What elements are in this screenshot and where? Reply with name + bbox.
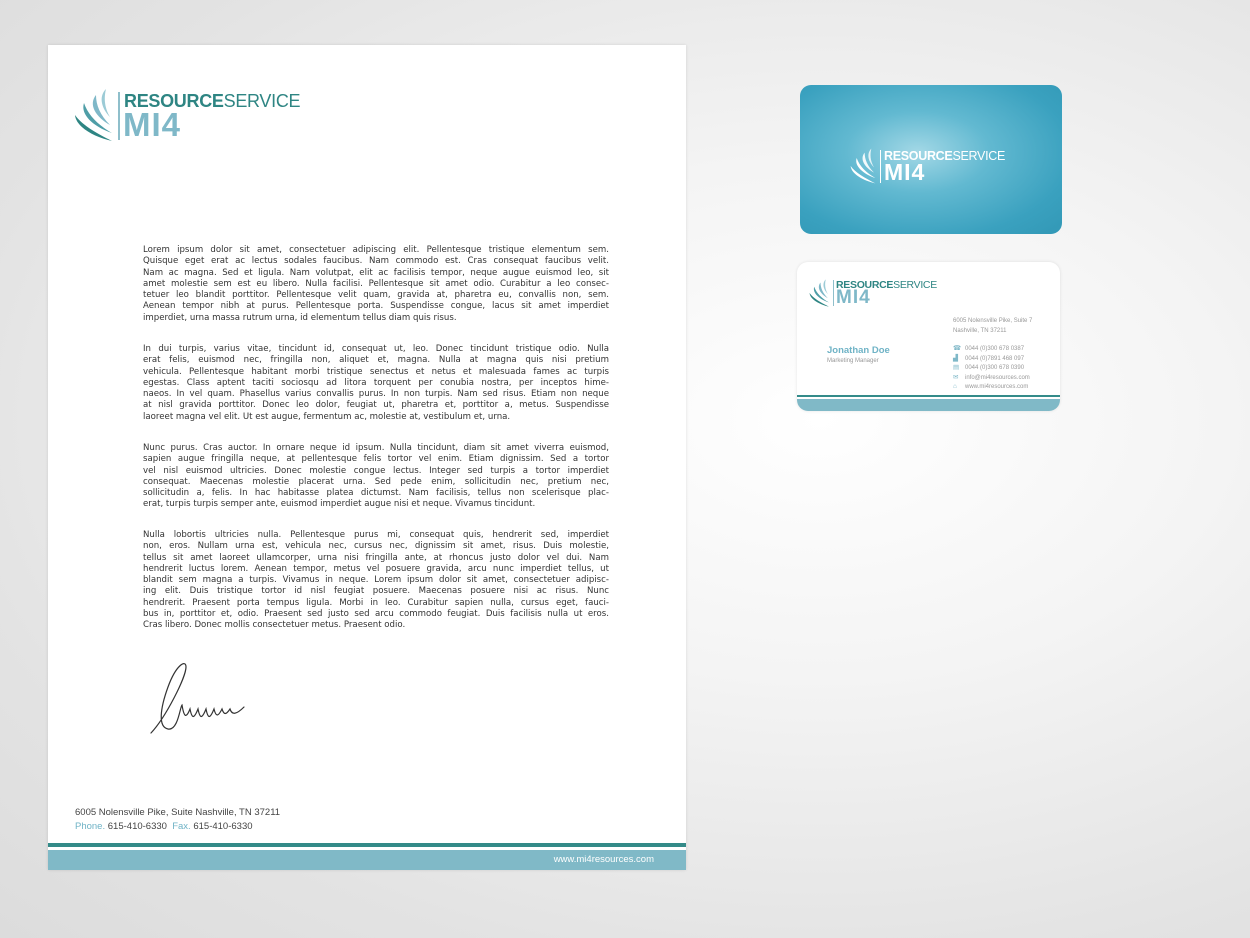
logo-wordmark: RESOURCESERVICE xyxy=(124,91,301,111)
text-line: amet molestie sem est eu libero. Nulla facilisi. Pellentesque sit amet odio. Curabitur a leo consec- xyxy=(143,278,609,289)
letter-footer-address: 6005 Nolensville Pike, Suite Nashville, TN 37211 xyxy=(75,807,281,818)
leaf-logo-icon xyxy=(809,278,831,308)
text-line: blandit sem magna a turpis. Vivamus in neque. Lorem ipsum dolor sit amet, consectetuer adipisc- xyxy=(143,575,609,586)
text-line: In dui turpis, varius vitae, tincidunt id, consequat ut, leo. Donec tincidunt tristique odio. Nulla xyxy=(143,344,609,354)
text-line: sapien augue fringilla neque, at pellentesque felis tortor vel enim. Etiam dignissim. Sed a tortor xyxy=(143,454,609,465)
signature xyxy=(146,657,266,737)
card-address-line1: 6005 Nolensville Pike, Suite 7 xyxy=(953,318,1033,324)
text-line: Nulla lobortis ultricies nulla. Pellentesque purus mi, consequat quis, hendrerit sed, imperdiet xyxy=(143,530,609,540)
leaf-logo-icon xyxy=(74,87,116,143)
contact-text: 0044 (0)300 678 0390 xyxy=(965,365,1025,372)
card-band-light xyxy=(797,399,1060,411)
logo-mi4: MI4 xyxy=(123,106,182,143)
contact-row xyxy=(953,382,1030,392)
letterhead-logo xyxy=(74,87,324,143)
logo-mi4: MI4 xyxy=(836,287,871,308)
home-icon: ⌂ xyxy=(953,383,957,391)
text-line: Lorem ipsum dolor sit amet, consectetuer adipiscing elit. Pellentesque tristique elementum sem. xyxy=(143,245,609,255)
text-line: vel nisl euismod ultricies. Donec molestie congue lectus. Integer sed turpis a tortor imperdiet xyxy=(143,465,609,476)
letter-paragraph xyxy=(143,344,609,423)
leaf-logo-icon xyxy=(850,147,878,185)
text-line: imperdiet, urna massa rutrum urna, id elementum tellus diam quis risus. xyxy=(143,312,457,323)
text-line: Aenean tempor nibh at purus. Pellentesque porta. Suspendisse congue, lacus sit amet imperdiet xyxy=(143,301,609,312)
text-line: Quisque eget erat ac lectus sodales faucibus. Nam commodo est. Cras consequat faucibus velit. xyxy=(143,256,609,267)
contact-row xyxy=(953,344,1030,354)
text-line: erat felis, euismod nec, fringilla non, aliquet et, magna. Nulla at magna quis nisi pretium xyxy=(143,355,609,366)
contact-row xyxy=(953,354,1030,364)
text-line: naeos. In vel quam. Phasellus varius convallis purus. In non turpis. Nam sed risus. Etiam non neque xyxy=(143,389,609,400)
text-line: hendrerit luctus lorem. Aenean tempor, metus vel posuere gravida, arcu nunc imperdiet tellus, ut xyxy=(143,563,609,574)
text-line: at nisl gravida porttitor. Donec leo dolor, feugiat ut, pharetra et, porttitor a, metus. Suspendisse xyxy=(143,400,609,411)
letter-paragraph xyxy=(143,245,609,324)
text-line: egestas. Class aptent taciti sociosqu ad litora torquent per conubia nostra, per inceptos hime- xyxy=(143,377,609,388)
letterhead-page xyxy=(48,45,686,870)
text-line: Nam ac magna. Sed et ligula. Nam volutpat, elit ac facilisis tempor, neque augue euismod leo, sit xyxy=(143,267,609,278)
contact-row xyxy=(953,363,1030,373)
letter-paragraph xyxy=(143,443,609,511)
logo-wordmark: RESOURCESERVICE xyxy=(884,149,1006,163)
fax-icon: ▤ xyxy=(953,364,960,372)
text-line: Nunc purus. Cras auctor. In ornare neque id ipsum. Nulla tincidunt, diam sit amet viverra euismod, xyxy=(143,443,609,453)
footer-url: www.mi4resources.com xyxy=(553,854,654,865)
card-front-logo xyxy=(850,147,1020,185)
phone-icon: ☎ xyxy=(953,345,962,352)
text-line: erat, turpis turpis semper ante, euismod imperdiet augue nisi et neque. Vivamus tincidunt. xyxy=(143,499,536,510)
text-line: tetuer leo blandit porttitor. Pellentesque velit quam, gravida at, pharetra eu, convallis non, sem. xyxy=(143,290,609,301)
logo-divider xyxy=(118,92,120,140)
card-name: Jonathan Doe xyxy=(827,345,890,356)
logo-divider xyxy=(880,150,881,183)
card-job-title: Marketing Manager xyxy=(827,358,879,364)
contact-row xyxy=(953,373,1030,383)
text-line: Cras libero. Donec mollis consectetuer metus. Praesent odio. xyxy=(143,620,406,631)
logo-wordmark: RESOURCESERVICE xyxy=(836,279,937,291)
text-line: hendrerit. Praesent porta tempus ligula. Morbi in leo. Curabitur sapien nulla, cursus eget, fauci- xyxy=(143,597,609,608)
contact-text: www.mi4resources.com xyxy=(965,384,1029,391)
mail-icon: ✉ xyxy=(953,373,959,381)
letter-footer-contact: Phone. 615-410-6330 Fax. 615-410-6330 xyxy=(75,821,253,832)
text-line: laoreet magna vel elit. Ut est augue, fermentum ac, molestie at, vestibulum et, urna. xyxy=(143,411,511,422)
card-back-logo xyxy=(809,278,959,308)
letter-paragraph xyxy=(143,530,609,632)
text-line: sollicitudin a, felis. In hac habitasse platea dictumst. Nam facilisis, tellus non scelerisque plac- xyxy=(143,488,609,499)
contact-text: 0044 (0)7891 468 097 xyxy=(965,355,1025,362)
text-line: tellus sit amet laoreet ullamcorper, urna nisi fringilla ante, at rhoncus justo dolor vel dui. Nam xyxy=(143,552,609,563)
text-line: ing elit. Duis tristique tortor id nisl feugiat posuere. Maecenas posuere nisi ac risus. Nunc xyxy=(143,586,609,597)
business-card-front xyxy=(800,85,1062,234)
contact-text: info@mi4resources.com xyxy=(965,374,1030,381)
logo-mi4: MI4 xyxy=(884,159,926,185)
text-line: non, eros. Nullam urna est, vehicula nec, cursus nec, dignissim sit amet, risus. Duis molestie, xyxy=(143,541,609,552)
logo-divider xyxy=(833,280,834,306)
text-line: consequat. Maecenas molestie placerat urna. Sed pede enim, sollicitudin nec, pretium nec, xyxy=(143,476,609,487)
business-card-back xyxy=(797,262,1060,411)
mobile-signal-icon: ▟ xyxy=(953,354,958,362)
text-line: bus in, porttitor et, odio. Praesent sed justo sed arcu commodo feugiat. Duis facilisis nulla ut eros. xyxy=(143,609,609,620)
card-address-line2: Nashville, TN 37211 xyxy=(953,328,1007,334)
card-band-dark xyxy=(797,395,1060,397)
card-contact-list xyxy=(953,344,1030,392)
contact-text: 0044 (0)300 678 0387 xyxy=(965,346,1025,352)
text-line: vehicula. Pellentesque habitant morbi tristique senectus et netus et malesuada fames ac turpis xyxy=(143,366,609,377)
footer-band-dark xyxy=(48,843,686,847)
